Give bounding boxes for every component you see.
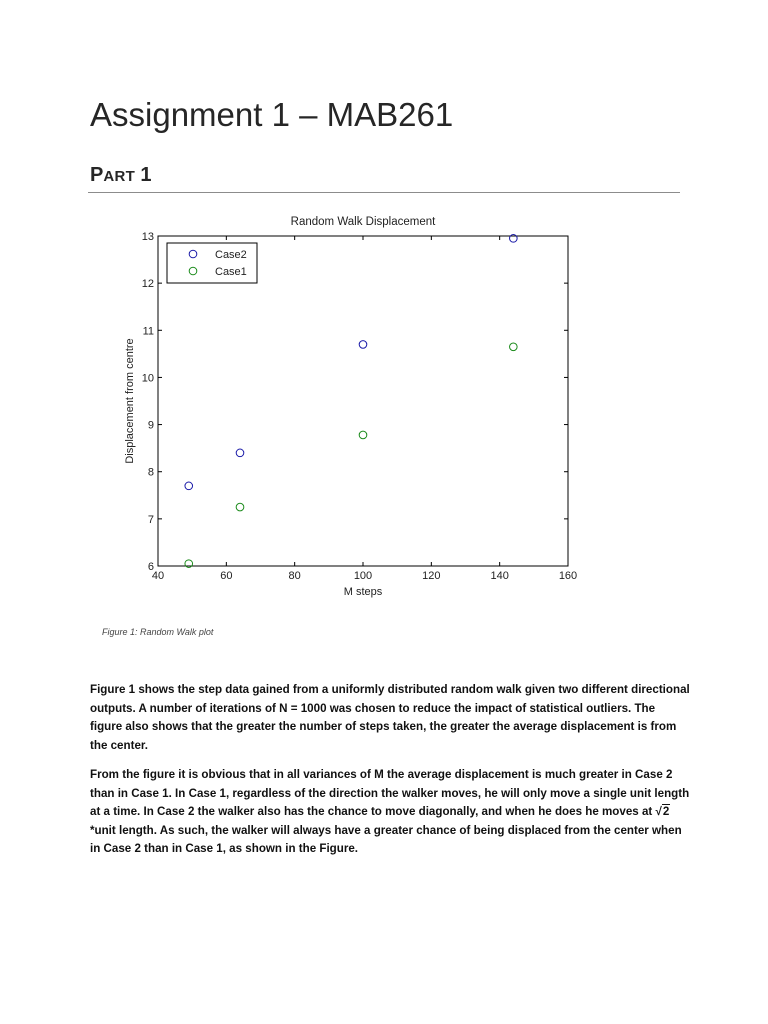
data-points bbox=[185, 235, 517, 568]
data-point-case2 bbox=[236, 449, 244, 457]
section-divider bbox=[88, 192, 680, 193]
sqrt-symbol: √ bbox=[655, 805, 662, 818]
section-heading-initial: P bbox=[90, 164, 104, 186]
y-tick-label: 12 bbox=[141, 278, 154, 291]
paragraph-2 bbox=[90, 766, 690, 859]
section-heading-rest: ART bbox=[103, 168, 136, 185]
y-tick-label: 13 bbox=[141, 231, 154, 243]
sqrt-two bbox=[655, 804, 670, 818]
section-heading bbox=[90, 164, 151, 187]
data-point-case2 bbox=[185, 482, 193, 490]
paragraph-2-end: *unit length. As such, the walker will always have a greater chance of being displaced from the center when in Case 2 than in Case 1, as shown in the Figure. bbox=[90, 823, 682, 855]
chart-title: Random Walk Displacement bbox=[290, 216, 436, 228]
data-point-case1 bbox=[236, 503, 244, 511]
x-tick-label: 80 bbox=[288, 570, 301, 582]
random-walk-chart bbox=[110, 206, 590, 606]
y-axis-label: Displacement from centre bbox=[124, 338, 136, 464]
paragraph-1: Figure 1 shows the step data gained from a uniformly distributed random walk given two different directional outputs. A number of iterations of N = 1000 was chosen to reduce the impact of statistical outliers. The figure also shows that the greater the number of steps taken, the greater the average displacement is from the center. bbox=[90, 683, 690, 752]
paragraph-2-start: From the figure it is obvious that in all variances of M the average displacement is much greater in Case 2 than in Case 1. In Case 1, regardless of the direction the walker moves, he will only move a single unit length at a time. In Case 2 the walker also has the chance to move diagonally, and when he does he moves at bbox=[90, 768, 690, 818]
data-point-case1 bbox=[359, 431, 367, 439]
x-tick-label: 120 bbox=[422, 570, 441, 582]
data-point-case2 bbox=[359, 341, 367, 349]
x-tick-label: 100 bbox=[353, 570, 373, 582]
y-tick-label: 6 bbox=[147, 561, 154, 573]
figure-caption: Figure 1: Random Walk plot bbox=[102, 627, 214, 637]
y-tick-label: 11 bbox=[142, 325, 154, 338]
y-tick-label: 8 bbox=[147, 466, 154, 479]
x-tick-label: 160 bbox=[558, 570, 578, 582]
axis-ticks bbox=[142, 231, 577, 582]
section-heading-number: 1 bbox=[140, 164, 152, 186]
x-tick-label: 140 bbox=[490, 570, 509, 582]
document-title: Assignment 1 – MAB261 bbox=[90, 96, 454, 133]
y-tick-label: 10 bbox=[141, 372, 154, 385]
data-point-case1 bbox=[510, 343, 518, 351]
legend-label-case2: Case2 bbox=[215, 249, 247, 261]
x-tick-label: 40 bbox=[151, 570, 165, 582]
plot-frame bbox=[158, 236, 568, 566]
legend-label-case1: Case1 bbox=[215, 266, 247, 278]
x-axis-label: M steps bbox=[343, 586, 383, 598]
sqrt-radicand: 2 bbox=[662, 805, 670, 818]
x-tick-label: 60 bbox=[220, 570, 233, 582]
y-tick-label: 9 bbox=[147, 419, 154, 432]
y-tick-label: 7 bbox=[147, 513, 154, 526]
chart-legend bbox=[167, 243, 257, 283]
